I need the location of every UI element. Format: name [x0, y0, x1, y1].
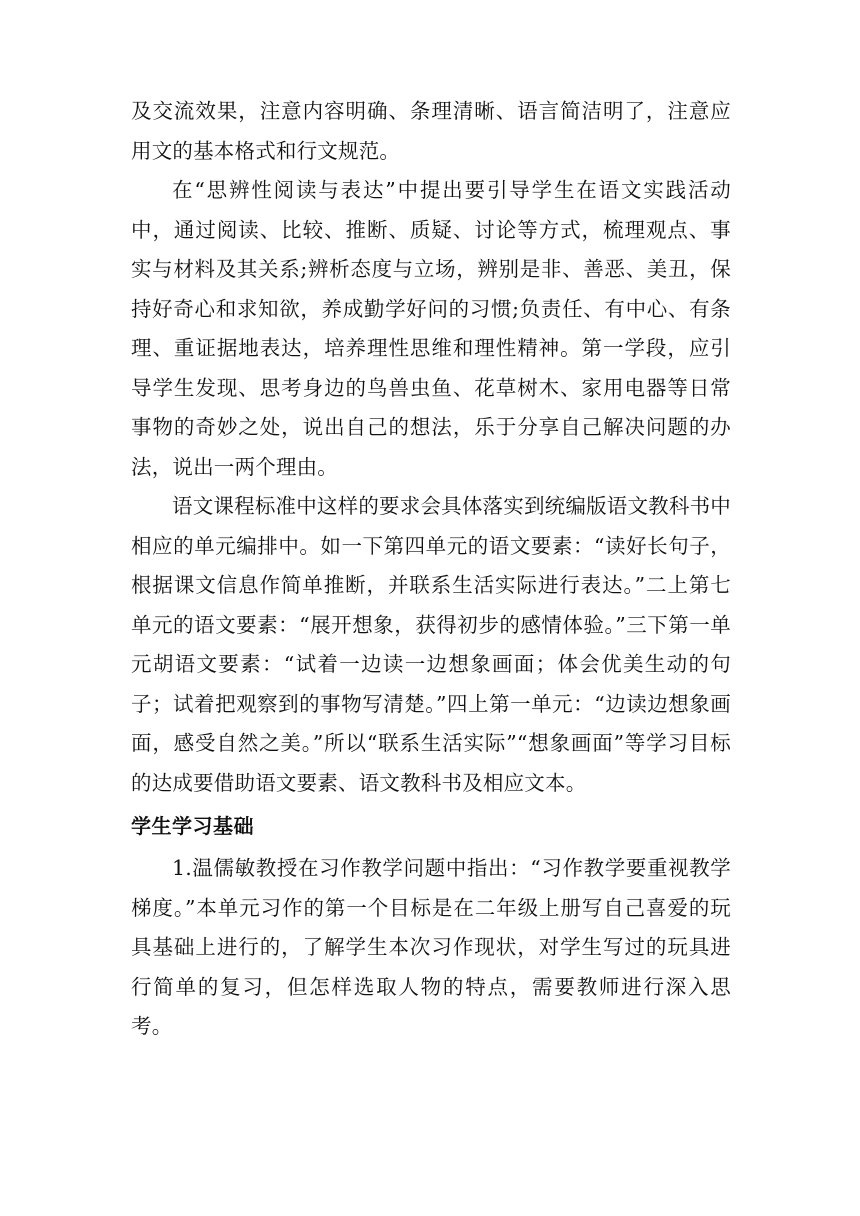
paragraph-curriculum-standards: 语文课程标准中这样的要求会具体落实到统编版语文教科书中相应的单元编排中。如一下第四单元的语文要素：“读好长句子，根据课文信息作简单推断，并联系生活实际进行表达。”二上第七单元的语文要素：“展开想象，获得初步的感情体验。”三下第一单元胡语文要素：“试着一边读一边想象画面；体会优美生动的句子；试着把观察到的事物写清楚。”四上第一单元：“边读边想象画面，感受自然之美。”所以“联系生活实际”“想象画面”等学习目标的达成要借助语文要素、语文教科书及相应文本。 — [131, 494, 731, 795]
document-body — [131, 92, 731, 1047]
paragraph-continued: 及交流效果，注意内容明确、条理清晰、语言简洁明了，注意应用文的基本格式和行文规范。 — [131, 99, 731, 163]
paragraph-student-foundation: 1.温儒敏教授在习作教学问题中指出：“习作教学要重视教学梯度。”本单元习作的第一个目标是在二年级上册写自己喜爱的玩具基础上进行的，了解学生本次习作现状，对学生写过的玩具进行简单的复习，但怎样选取人物的特点，需要教师进行深入思考。 — [131, 856, 731, 1038]
paragraph-critical-reading: 在“思辨性阅读与表达”中提出要引导学生在语文实践活动中，通过阅读、比较、推断、质疑、讨论等方式，梳理观点、事实与材料及其关系;辨析态度与立场，辨别是非、善恶、美丑，保持好奇心和求知欲，养成勤学好问的习惯;负责任、有中心、有条理、重证据地表达，培养理性思维和理性精神。第一学段，应引导学生发现、思考身边的鸟兽虫鱼、花草树木、家用电器等日常事物的奇妙之处，说出自己的想法，乐于分享自己解决问题的办法，说出一两个理由。 — [131, 178, 731, 479]
section-heading: 学生学习基础 — [131, 814, 254, 838]
